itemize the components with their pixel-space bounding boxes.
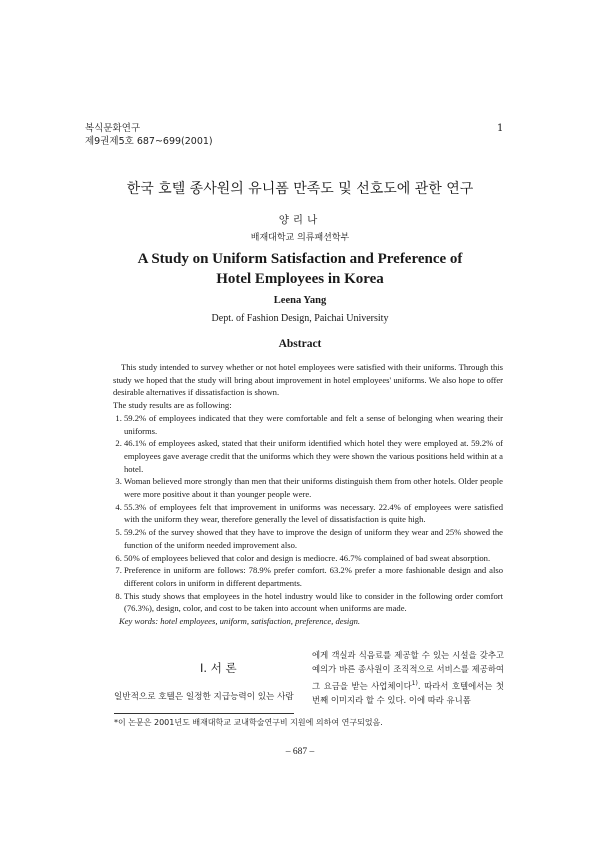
results-lead: The study results are as following:	[113, 400, 232, 411]
body-right-column	[312, 648, 504, 707]
english-affiliation: Dept. of Fashion Design, Paichai University	[211, 313, 389, 324]
result-item: 6. 50% of employees believed that color and design is mediocre. 46.7% complained of bad sweat absorption.	[124, 552, 503, 565]
section-heading: Ⅰ. 서 론	[200, 661, 237, 675]
abstract-intro: This study intended to survey whether or not hotel employees were satisfied with their uniforms. Through this study we hoped that the study will bring about improvement in hotel employees' uniforms. We also hope to offer desirable alternatives if dissatisfaction is shown.	[113, 362, 503, 398]
keywords: Key words: hotel employees, uniform, satisfaction, preference, design.	[119, 616, 361, 627]
result-item: 5. 59.2% of the survey showed that they have to improve the design of uniform they wear and 25% showed the function of the uniform needed improvement also.	[124, 526, 503, 551]
korean-affiliation: 배재대학교 의류패션학부	[250, 233, 350, 243]
english-author: Leena Yang	[273, 295, 327, 306]
result-item: 1. 59.2% of employees indicated that they were comfortable and felt a sense of belonging when wearing their uniforms.	[124, 412, 503, 437]
result-item: 7. Preference in uniform are follows: 78.9% prefer comfort. 63.2% prefer a more fashionable design and also different colors in uniform in different departments.	[124, 564, 503, 589]
result-item: 4. 55.3% of employees felt that improvement in uniforms was necessary. 22.4% of employees were satisfied with the uniform they wear, therefore generally the level of dissatisfaction is quite high.	[124, 501, 503, 526]
page-number-bottom: – 687 –	[285, 747, 315, 757]
english-title	[0, 249, 600, 289]
result-item: 2. 46.1% of employees asked, stated that their uniform identified which hotel they were employed at. 59.2% of employees gave average credit that the uniforms which they were shown the various positions held within at a hotel.	[124, 437, 503, 475]
body-right-text: 에게 객실과 식음료를 제공할 수 있는 시설을 갖추고 예의가 바른 종사원이 조직적으로 서비스를 제공하여 그 요금을 받는 사업체이다	[312, 650, 504, 691]
korean-title: 한국 호텔 종사원의 유니폼 만족도 및 선호도에 관한 연구	[126, 181, 474, 197]
journal-name: 복식문화연구	[85, 123, 141, 134]
abstract-heading: Abstract	[278, 338, 322, 350]
footnote: *이 논문은 2001년도 배재대학교 교내학술연구비 지원에 의하여 연구되었음.	[114, 718, 383, 727]
journal-header	[85, 122, 213, 148]
footnote-ref: 1)	[411, 679, 418, 687]
results-list	[113, 412, 503, 615]
english-title-line2: Hotel Employees in Korea	[216, 271, 384, 287]
footnote-divider	[114, 713, 294, 714]
journal-volume: 제9권제5호 687~699(2001)	[85, 136, 213, 147]
result-item: 3. Woman believed more strongly than men that their uniforms distinguish them from other hotels. Older people were more positive about it than younger people were.	[124, 475, 503, 500]
result-item: 8. This study shows that employees in the hotel industry would like to consider in the following order comfort (76.3%), design, color, and cost to be taken into account when uniforms are made.	[124, 590, 503, 615]
abstract-body	[113, 361, 503, 628]
english-title-line1: A Study on Uniform Satisfaction and Preference of	[137, 251, 463, 267]
korean-author: 양리나	[278, 214, 322, 226]
page-number-top: 1	[497, 123, 504, 134]
body-right-text-cont: . 따라서 호텔에서는 첫 번째 이미지라 할 수 있다. 이에 따라 유니폼	[312, 680, 504, 705]
body-left-column: 일반적으로 호텔은 일정한 지급능력이 있는 사람	[114, 692, 294, 702]
